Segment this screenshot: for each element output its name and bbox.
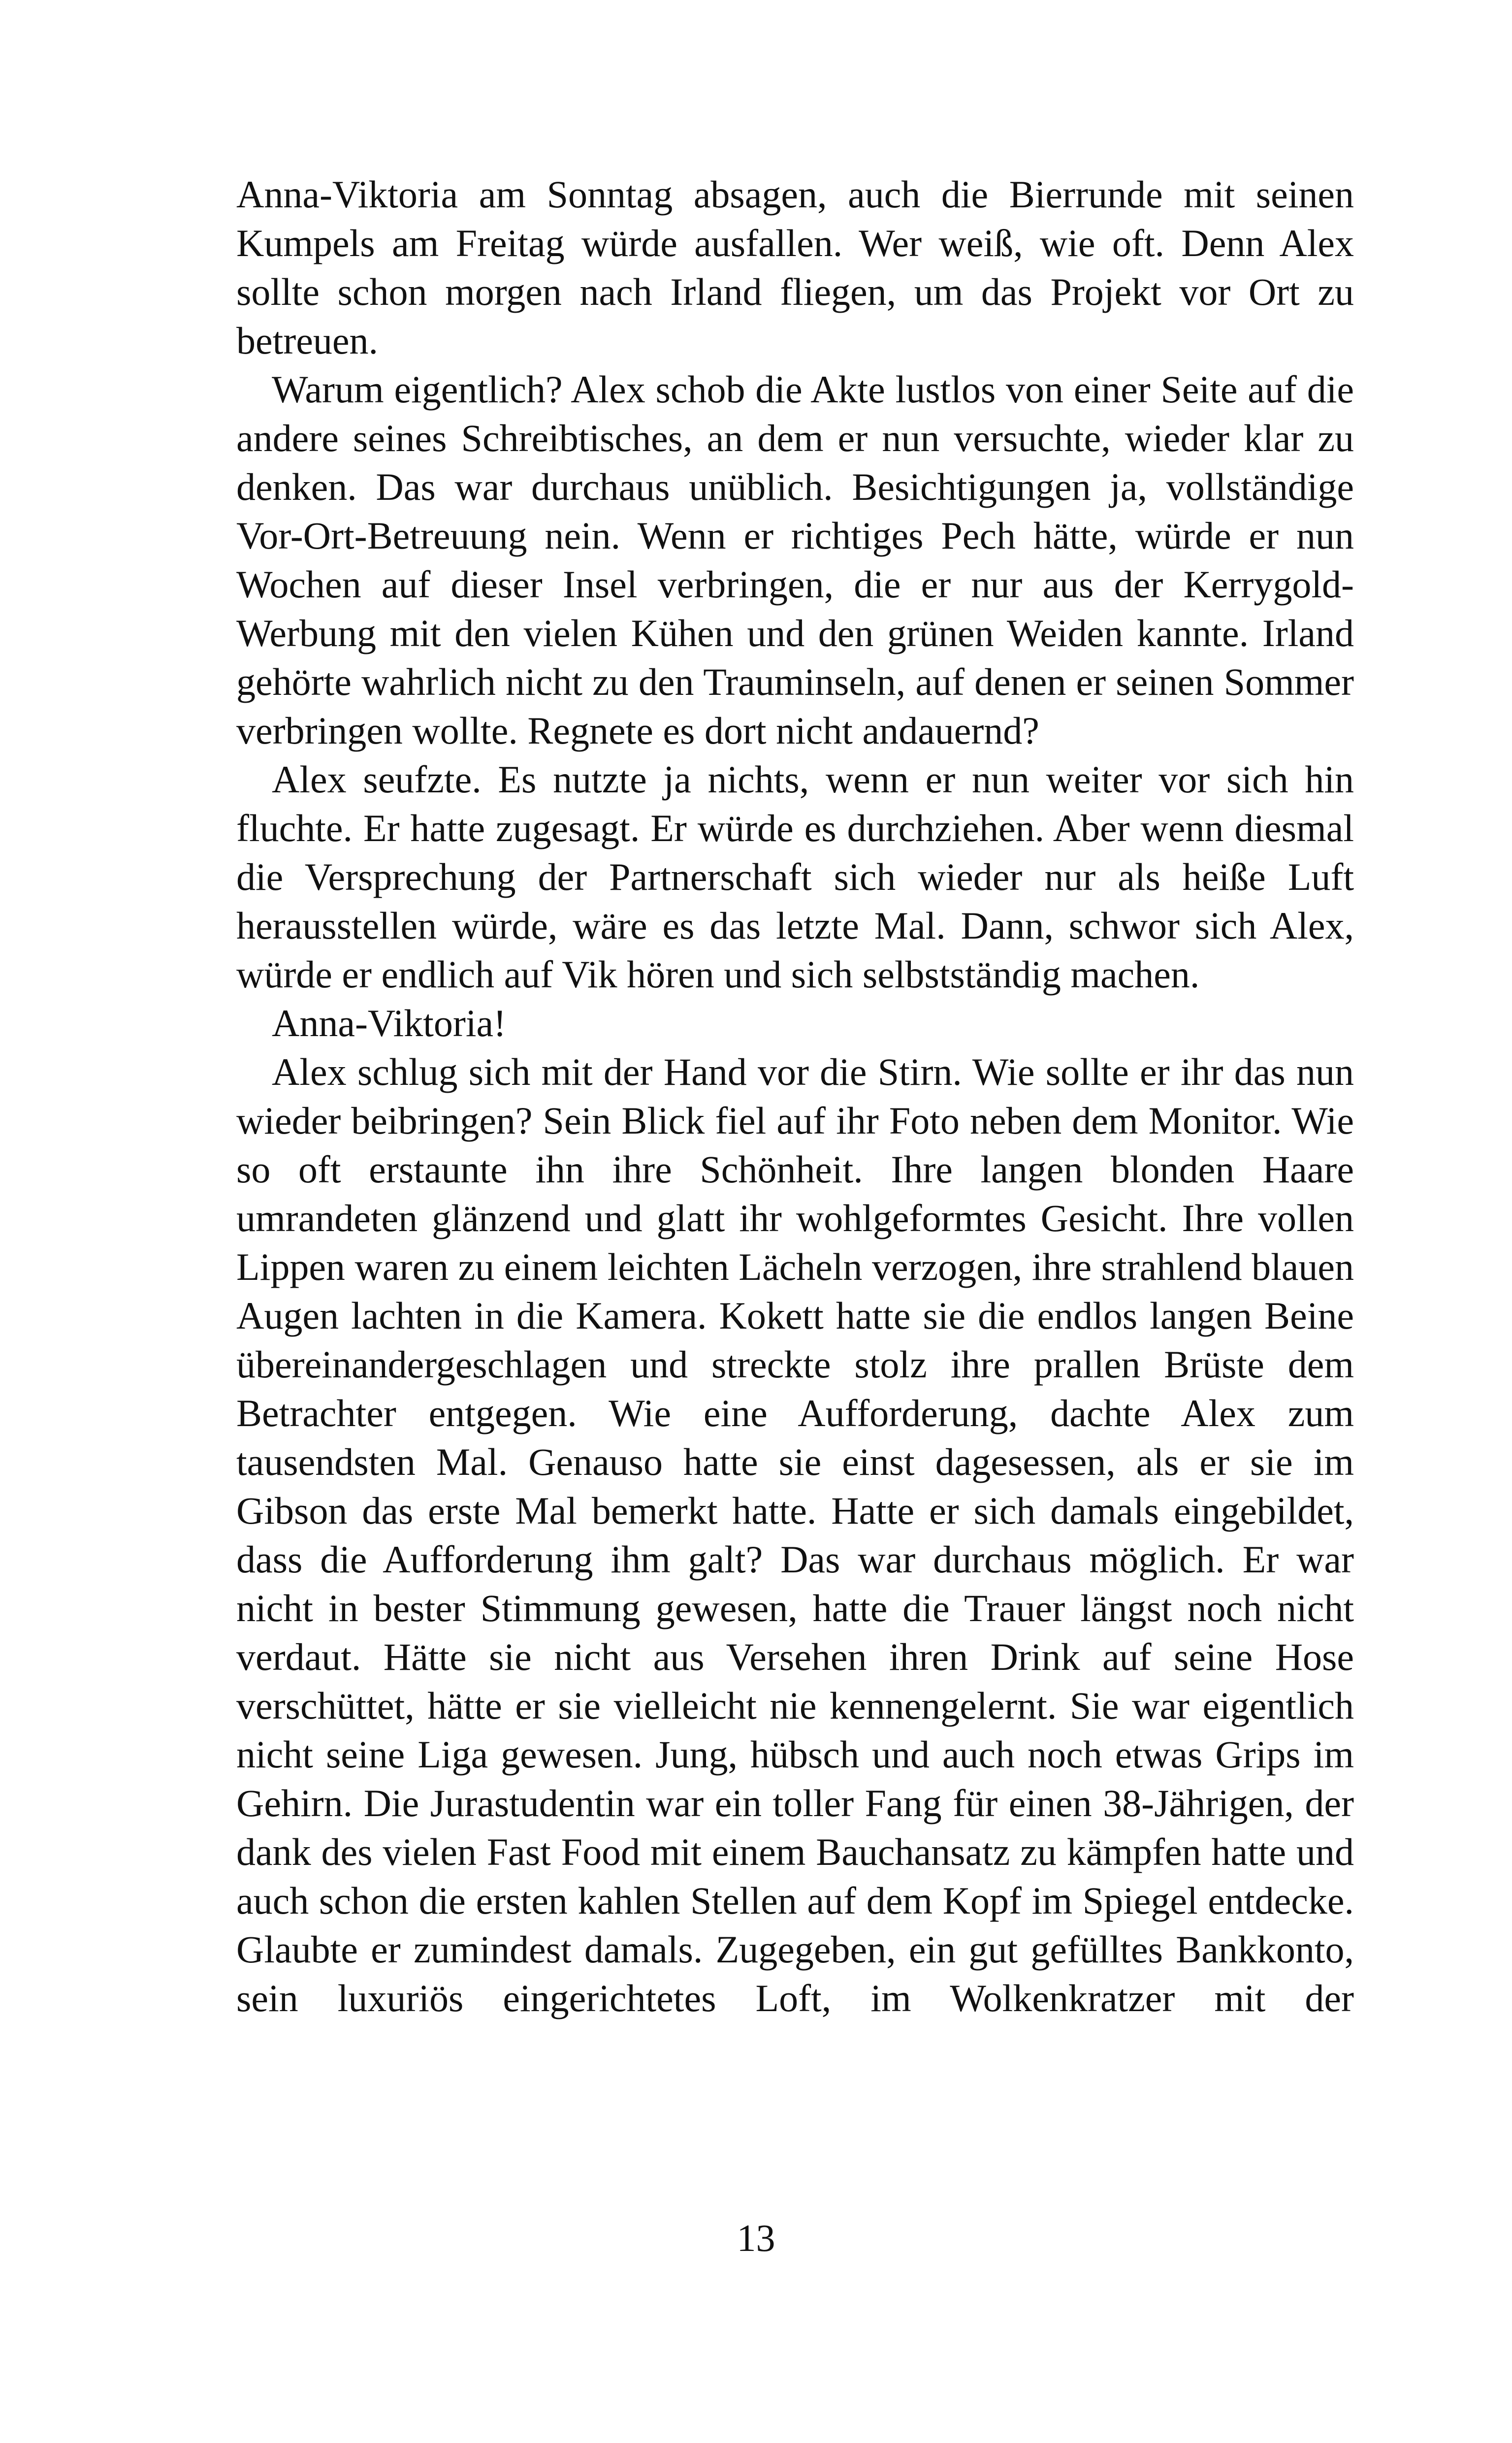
- paragraph-3: Alex seufzte. Es nutzte ja nichts, wenn er nun weiter vor sich hin fluchte. Er hatte zugesagt. Er würde es durchziehen. Aber wenn diesmal die Versprechung der Partnerschaft sich wieder nur als heiße Luft herausstellen würde, wäre es das letzte Mal. Dann, schwor sich Alex, würde er endlich auf Vik hören und sich selbstständig machen.: [236, 758, 1354, 996]
- body-text: [236, 170, 1354, 2022]
- paragraph-4: Anna-Viktoria!: [272, 1002, 507, 1044]
- page-number: 13: [737, 2216, 775, 2259]
- paragraph-1: Anna-Viktoria am Sonntag absagen, auch die Bierrunde mit seinen Kumpels am Freitag würde ausfallen. Wer weiß, wie oft. Denn Alex sollte schon morgen nach Irland fliegen, um das Projekt vor Ort zu betreuen.: [236, 173, 1354, 362]
- paragraph-5: Alex schlug sich mit der Hand vor die Stirn. Wie sollte er ihr das nun wieder beibringen? Sein Blick fiel auf ihr Foto neben dem Monitor. Wie so oft erstaunte ihn ihre Schönheit. Ihre langen blonden Haare umrandeten glänzend und glatt ihr wohlgeformtes Gesicht. Ihre vollen Lippen waren zu einem leichten Lächeln verzogen, ihre strahlend blauen Augen lachten in die Kamera. Kokett hatte sie die endlos langen Beine übereinandergeschlagen und streckte stolz ihre prallen Brüste dem Betrachter entgegen. Wie eine Aufforderung, dachte Alex zum tausendsten Mal. Genauso hatte sie einst dagesessen, als er sie im Gibson das erste Mal bemerkt hatte. Hatte er sich damals eingebildet, dass die Aufforderung ihm galt? Das war durchaus möglich. Er war nicht in bester Stimmung gewesen, hatte die Trauer längst noch nicht verdaut. Hätte sie nicht aus Versehen ihren Drink auf seine Hose verschüttet, hätte er sie vielleicht nie kennengelernt. Sie war eigentlich nicht seine Liga gewesen. Jung, hübsch und auch noch etwas Grips im Gehirn. Die Jurastudentin war ein toller Fang für einen 38-Jährigen, der dank des vielen Fast Food mit einem Bauchansatz zu kämpfen hatte und auch schon die ersten kahlen Stellen auf dem Kopf im Spiegel entdecke. Glaubte er zumindest damals. Zugegeben, ein gut gefülltes Bankkonto, sein luxuriös eingerichtetes Loft, im Wolkenkratzer mit der: [236, 1050, 1354, 2020]
- paragraph-2: Warum eigentlich? Alex schob die Akte lustlos von einer Seite auf die andere seines Schreibtisches, an dem er nun versuchte, wieder klar zu denken. Das war durchaus unüblich. Besichtigungen ja, vollständige Vor-Ort-Betreuung nein. Wenn er richtiges Pech hätte, würde er nun Wochen auf dieser Insel verbringen, die er nur aus der Kerrygold-Werbung mit den vielen Kühen und den grünen Weiden kannte. Irland gehörte wahrlich nicht zu den Trauminseln, auf denen er seinen Sommer verbringen wollte. Regnete es dort nicht andauernd?: [236, 368, 1354, 752]
